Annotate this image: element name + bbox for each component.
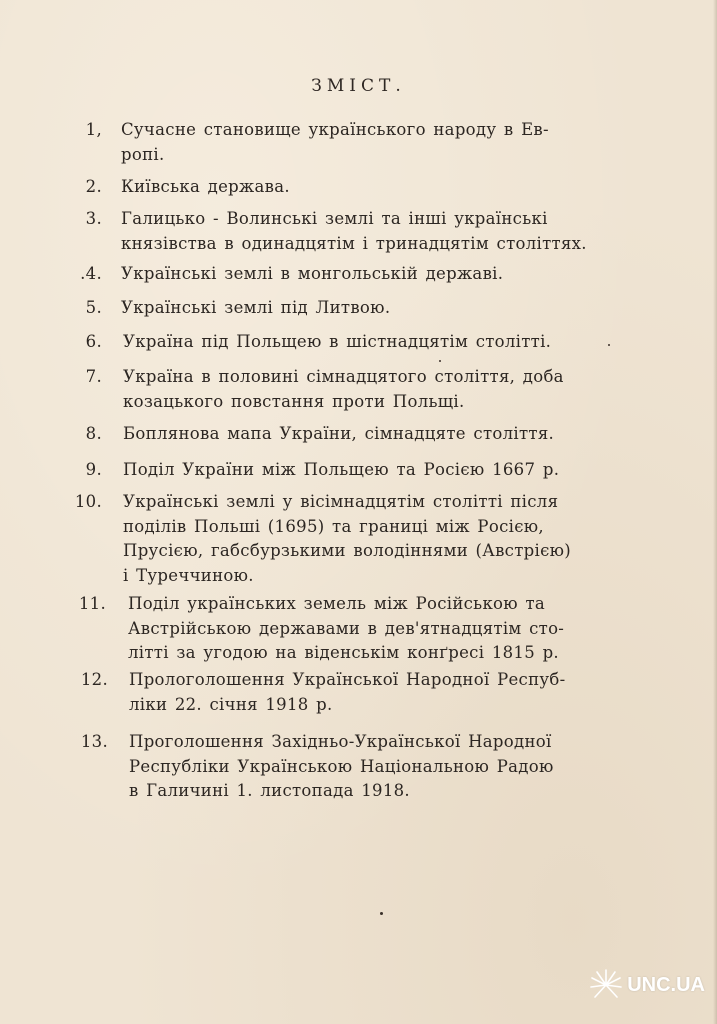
entry-number: 8. bbox=[85, 424, 102, 443]
entry-line: козацького повстання проти Польщі. bbox=[123, 391, 465, 411]
entry-number: 1, bbox=[85, 120, 102, 139]
entry-line: Прусією, габсбурзькими володіннями (Австрією) bbox=[123, 541, 572, 560]
entry-line: Україна під Польщею в шістнадцятім столітті. bbox=[123, 332, 552, 351]
entry-number: 12. bbox=[80, 670, 108, 689]
entry-text bbox=[129, 668, 584, 717]
entry-number: 11. bbox=[78, 594, 106, 613]
entry-number: 13. bbox=[80, 732, 108, 751]
entry-text bbox=[129, 730, 584, 804]
entry-line: Київська держава. bbox=[121, 177, 290, 196]
entry-line: Українські землі в монгольській державі. bbox=[121, 264, 504, 283]
entry-number: 5. bbox=[85, 298, 102, 317]
entry-text bbox=[123, 330, 578, 355]
entry-number: 7. bbox=[85, 367, 102, 386]
entry-line: ропі. bbox=[121, 144, 165, 164]
entry-text bbox=[121, 175, 576, 200]
entry-number: 6. bbox=[85, 332, 102, 351]
entry-line: літті за угодою на віденськім конґресі 1815 р. bbox=[128, 643, 559, 662]
watermark bbox=[589, 968, 705, 1002]
paper-speck bbox=[608, 344, 610, 346]
entry-line: Поділ України між Польщею та Росією 1667 р. bbox=[123, 460, 560, 479]
entry-line: Прологолошення Української Народної Респуб- bbox=[129, 670, 566, 689]
entry-line: Боплянова мапа України, сімнадцяте століття. bbox=[123, 424, 555, 443]
entry-line: і Туреччиною. bbox=[123, 565, 254, 585]
entry-line: Галицько - Волинські землі та інші українські bbox=[121, 209, 548, 228]
paper-speck bbox=[380, 912, 383, 915]
entry-line: Україна в половині сімнадцятого століття, доба bbox=[123, 367, 564, 386]
entry-line: Поділ українських земель між Російською та bbox=[128, 594, 546, 613]
entry-text bbox=[123, 365, 578, 414]
entry-number: 10. bbox=[74, 492, 102, 511]
entry-text bbox=[123, 422, 578, 447]
entry-number: 3. bbox=[85, 209, 102, 228]
entry-line: Республіки Українською Національною Радою bbox=[129, 756, 554, 776]
entry-line: князівства в одинадцятім і тринадцятім століттях. bbox=[121, 233, 587, 253]
watermark-text: UNC.UA bbox=[627, 973, 705, 996]
entry-line: Австрійською державами в дев'ятнадцятім сто- bbox=[128, 618, 565, 638]
entry-text bbox=[128, 592, 583, 666]
entry-line: Сучасне становище українського народу в Ев- bbox=[121, 120, 549, 139]
entry-line: Проголошення Західньо-Української Народної bbox=[129, 732, 552, 751]
sun-rays-icon bbox=[589, 968, 623, 1002]
entry-number: .4. bbox=[80, 264, 102, 283]
paper-speck bbox=[439, 360, 441, 362]
entry-text bbox=[121, 296, 576, 321]
entry-text bbox=[123, 458, 578, 483]
entry-line: в Галичині 1. листопада 1918. bbox=[129, 781, 410, 800]
entry-text bbox=[121, 262, 576, 287]
entry-line: Українські землі під Литвою. bbox=[121, 298, 391, 317]
entry-number: 2. bbox=[85, 177, 102, 196]
entry-text bbox=[123, 490, 578, 588]
page-title: ЗМІСТ. bbox=[311, 76, 406, 96]
entry-text bbox=[121, 207, 587, 256]
entry-text bbox=[121, 118, 576, 167]
entry-line: ліки 22. січня 1918 р. bbox=[129, 694, 333, 714]
entry-line: поділів Польші (1695) та границі між Росією, bbox=[123, 516, 544, 536]
entry-number: 9. bbox=[85, 460, 102, 479]
entry-line: Українські землі у вісімнадцятім столітті після bbox=[123, 492, 559, 511]
